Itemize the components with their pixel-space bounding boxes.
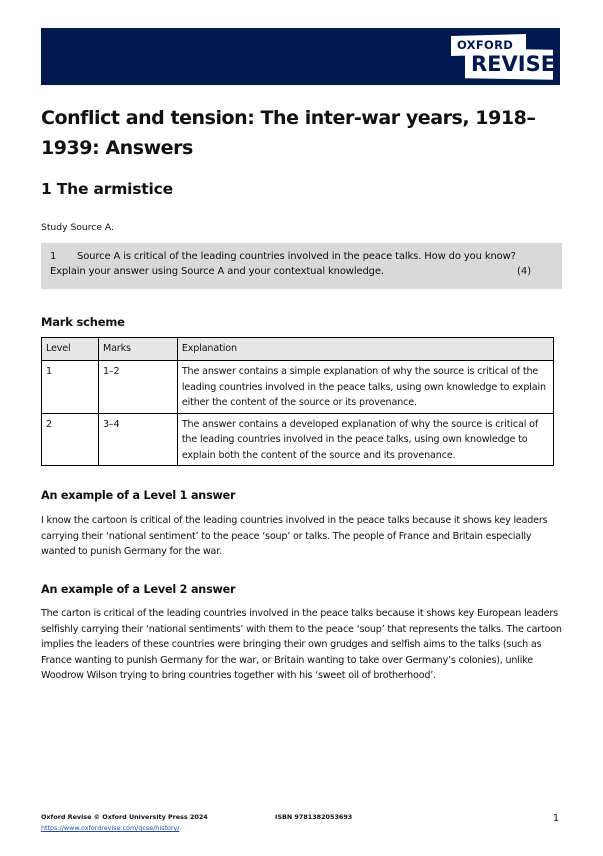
section-heading: 1 The armistice <box>41 180 173 198</box>
cell-explanation: The answer contains a simple explanation of why the source is critical of the leading countries involved in the peace talks, using own knowledge to explain either the content of the source or its provenance. <box>177 361 553 414</box>
question-line-1 <box>50 251 516 262</box>
column-header-marks: Marks <box>98 338 177 361</box>
table-row <box>42 413 554 466</box>
question-box <box>41 243 562 289</box>
page-title: Conflict and tension: The inter-war years, 1918–1939: Answers <box>41 107 536 159</box>
cell-marks: 1–2 <box>98 361 177 414</box>
question-number: 1 <box>50 251 57 262</box>
cell-level: 2 <box>42 413 99 466</box>
table-header-row <box>42 338 554 361</box>
oxford-revise-logo <box>451 35 556 79</box>
page-number: 1 <box>553 813 560 824</box>
question-text-1: Source A is critical of the leading countries involved in the peace talks. How do you know? <box>77 251 516 262</box>
level-1-example-heading: An example of a Level 1 answer <box>41 489 236 502</box>
level-2-example-heading: An example of a Level 2 answer <box>41 583 236 596</box>
cell-level: 1 <box>42 361 99 414</box>
footer-copyright: Oxford Revise © Oxford University Press 2024 <box>41 813 208 821</box>
cell-marks: 3–4 <box>98 413 177 466</box>
table-row <box>42 361 554 414</box>
mark-scheme-table <box>41 337 554 466</box>
level-2-example-text: The carton is critical of the leading countries involved in the peace talks because it shows key European leaders selfishly carrying their ‘national sentiments’ with them to the peace ‘soup’ that represents the talks. The cartoon implies the leaders of these countries were bringing their own grudges and selfish aims to the talks (such as France wanting to punish Germany for the war, or Britain wanting to take over Germany’s colonies), unlike Woodrow Wilson trying to bring countries together with his ‘sweet oil of brotherhood’. <box>41 608 562 681</box>
logo-brand-top: OXFORD <box>457 38 514 52</box>
question-marks: (4) <box>517 266 532 277</box>
question-text-2: Explain your answer using Source A and your contextual knowledge. <box>50 266 384 277</box>
footer-isbn: ISBN 9781382053693 <box>275 813 353 821</box>
level-1-example-text: I know the cartoon is critical of the leading countries involved in the peace talks because it shows key leaders carrying their ‘national sentiment’ to the peace ‘soup’ or talks. The people of France and Britain especially wanted to punish Germany for the war. <box>41 515 548 557</box>
cell-explanation: The answer contains a developed explanation of why the source is critical of the leading countries involved in the peace talks, using own knowledge to explain both the content of the source and its provenance. <box>177 413 553 466</box>
footer-website-link[interactable]: https://www.oxfordrevise.com/gcse/history/ <box>41 824 180 832</box>
logo-brand-bottom: REVISE <box>471 52 556 76</box>
column-header-explanation: Explanation <box>177 338 553 361</box>
column-header-level: Level <box>42 338 99 361</box>
study-instruction: Study Source A. <box>41 222 114 233</box>
mark-scheme-heading: Mark scheme <box>41 315 125 329</box>
